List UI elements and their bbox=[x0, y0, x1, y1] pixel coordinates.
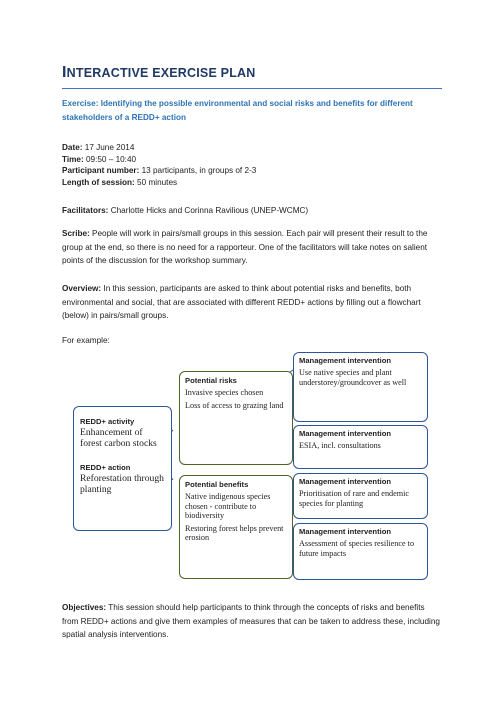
management-intervention-2 bbox=[293, 425, 428, 469]
scribe-paragraph: Scribe: People will work in pairs/small groups in this session. Each pair will present their result to the group at the end, so there is no need for a rapporteur. One of the facilitators will take notes on salient points of the discussion for the workshop summary. bbox=[62, 229, 428, 266]
risks-item-1: Invasive species chosen bbox=[185, 388, 264, 397]
potential-risks-box bbox=[179, 371, 293, 465]
potential-benefits-heading: Potential benefits bbox=[185, 480, 249, 489]
fact-time: Time: 09:50 – 10:40 bbox=[62, 154, 137, 164]
fact-participants: Participant number: 13 participants, in groups of 2-3 bbox=[62, 166, 257, 175]
redd-activity-heading: REDD+ activity bbox=[80, 417, 135, 426]
potential-risks-heading: Potential risks bbox=[185, 376, 237, 385]
page-title: INTERACTIVE EXERCISE PLAN bbox=[62, 64, 442, 89]
redd-action-text: Reforestation through planting bbox=[80, 473, 164, 495]
mi4-heading: Management intervention bbox=[299, 527, 391, 536]
mi1-text: Use native species and plant understorey/groundcover as well bbox=[299, 368, 407, 387]
potential-benefits-box bbox=[179, 475, 293, 579]
redd-box bbox=[73, 406, 172, 531]
fact-length: Length of session: 50 minutes bbox=[62, 177, 178, 187]
overview-paragraph: Overview: In this session, participants are asked to think about potential risks and benefits, both environmental and social, that are associated with different REDD+ actions by filling out a flowchart (below) in pairs/small groups. bbox=[62, 284, 421, 321]
benefits-item-1: Native indigenous species chosen - contribute to biodiversity bbox=[185, 492, 271, 521]
mi1-heading: Management intervention bbox=[299, 356, 391, 365]
mi4-text: Assessment of species resilience to future impacts bbox=[299, 539, 415, 558]
management-intervention-3 bbox=[293, 473, 428, 519]
risks-item-2: Loss of access to grazing land bbox=[185, 400, 284, 410]
exercise-heading: Exercise: Identifying the possible environmental and social risks and benefits for different stakeholders of a REDD+ action bbox=[62, 99, 413, 122]
fact-date: Date: 17 June 2014 bbox=[62, 143, 135, 152]
mi3-text: Prioritisation of rare and endemic species for planting bbox=[299, 489, 410, 508]
benefits-item-2: Restoring forest helps prevent erosion bbox=[185, 523, 284, 543]
objectives-paragraph: Objectives: This session should help participants to think through the concepts of risks and benefits from REDD+ actions and give them examples of measures that can be taken to address these, including spatial analysis interventions. bbox=[62, 603, 440, 640]
mi2-heading: Management intervention bbox=[299, 429, 391, 438]
mi3-heading: Management intervention bbox=[299, 477, 391, 486]
management-intervention-1 bbox=[293, 352, 428, 422]
redd-activity-text: Enhancement of forest carbon stocks bbox=[80, 427, 157, 449]
redd-action-heading: REDD+ action bbox=[80, 463, 131, 472]
for-example-label: For example: bbox=[62, 336, 110, 345]
mi2-text: ESIA, incl. consultations bbox=[299, 441, 381, 450]
facilitators-paragraph: Facilitators: Charlotte Hicks and Corinna Ravilious (UNEP-WCMC) bbox=[62, 206, 309, 215]
management-intervention-4 bbox=[293, 523, 428, 580]
